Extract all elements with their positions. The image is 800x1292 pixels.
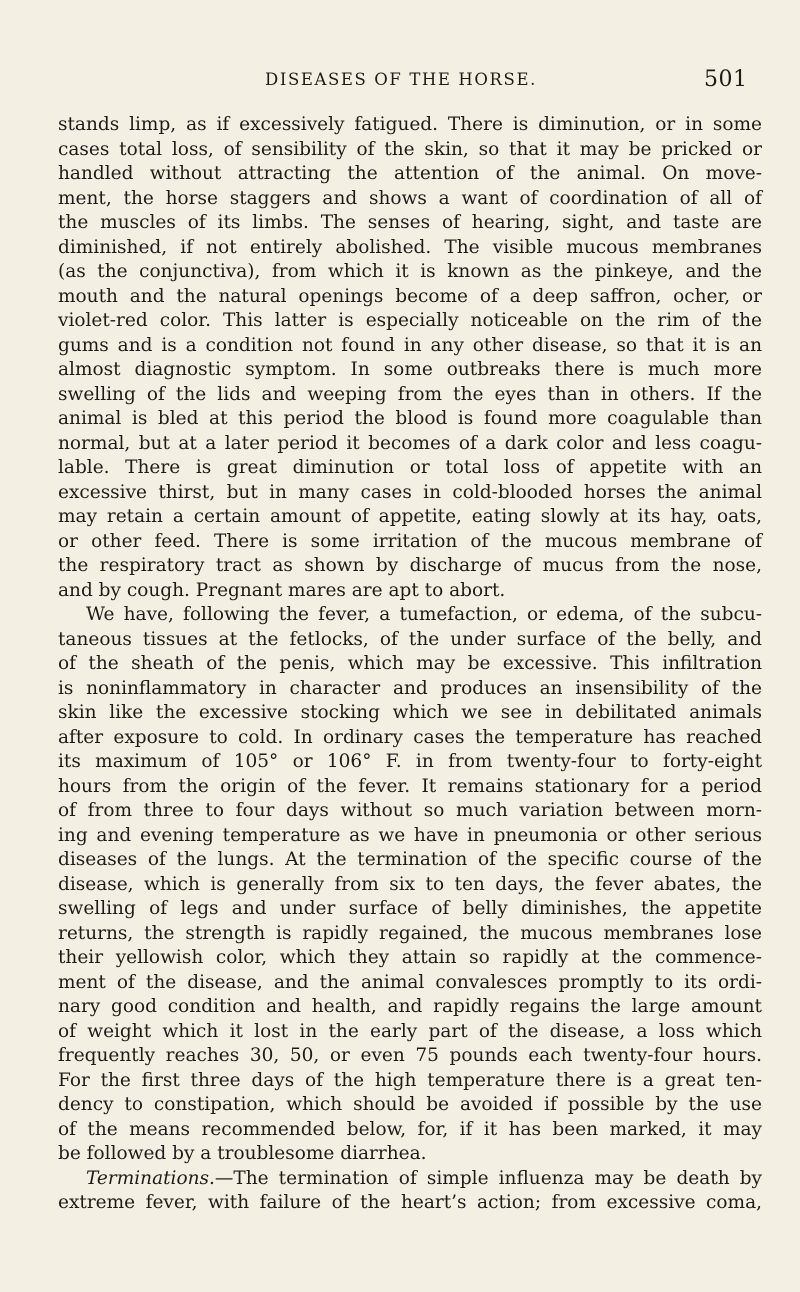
text-line: returns, the strength is rapidly regained, the mucous membranes lose — [58, 922, 762, 944]
text-line: of the sheath of the penis, which may be excessive. This infiltration — [58, 653, 762, 674]
text-line: We have, following the fever, a tumefaction, or edema, of the subcu- — [86, 604, 762, 625]
text-line: gums and is a condition not found in any other disease, so that it is an — [58, 334, 762, 356]
body-text — [58, 113, 762, 1216]
text-line: nary good condition and health, and rapidly regains the large amount — [58, 996, 762, 1017]
text-line: of weight which it lost in the early part of the disease, a loss which — [58, 1020, 762, 1042]
page-number: 501 — [704, 67, 748, 92]
terminations-line — [58, 1167, 762, 1192]
terminations-text: —The termination of simple influenza may be death by — [214, 1167, 762, 1189]
text-line: skin like the excessive stocking which we see in debilitated animals — [58, 702, 762, 723]
text-line: cases total loss, of sensibility of the skin, so that it may be pricked or — [58, 138, 762, 160]
text-line: swelling of legs and under surface of belly diminishes, the appetite — [58, 898, 762, 919]
terminations-heading: Terminations. — [86, 1167, 215, 1189]
text-line: after exposure to cold. In ordinary cases the temperature has reached — [58, 726, 762, 748]
text-line: almost diagnostic symptom. In some outbreaks there is much more — [58, 359, 762, 380]
text-line: extreme fever, with failure of the heart’s action; from excessive coma, — [58, 1192, 762, 1213]
text-line: may retain a certain amount of appetite, eating slowly at its hay, oats, — [58, 506, 762, 527]
text-line: dency to constipation, which should be avoided if possible by the use — [58, 1094, 762, 1115]
text-line: hours from the origin of the fever. It remains stationary for a period — [58, 775, 762, 797]
text-line: the muscles of its limbs. The senses of hearing, sight, and taste are — [58, 212, 762, 233]
text-line: normal, but at a later period it becomes of a dark color and less coagu- — [58, 432, 762, 454]
text-line: diminished, if not entirely abolished. The visible mucous membranes — [58, 236, 762, 258]
text-line: mouth and the natural openings become of a deep saffron, ocher, or — [58, 285, 762, 307]
text-line: of from three to four days without so much variation between morn- — [58, 800, 762, 821]
text-line: or other feed. There is some irritation of the mucous membrane of — [58, 530, 762, 552]
text-line: lable. There is great diminution or total loss of appetite with an — [58, 457, 762, 478]
text-line: is noninflammatory in character and produces an insensibility of the — [58, 677, 762, 699]
text-line: and by cough. Pregnant mares are apt to abort. — [58, 579, 506, 601]
text-line: the respiratory tract as shown by discharge of mucus from the nose, — [58, 555, 762, 576]
text-line: handled without attracting the attention of the animal. On move- — [58, 163, 762, 184]
text-line: be followed by a troublesome diarrhea. — [58, 1143, 427, 1164]
text-line: excessive thirst, but in many cases in cold-blooded horses the animal — [58, 481, 762, 503]
text-line: their yellowish color, which they attain so rapidly at the commence- — [58, 947, 762, 968]
text-line: its maximum of 105° or 106° F. in from twenty-four to forty-eight — [58, 751, 762, 772]
text-line: frequently reaches 30, 50, or even 75 pounds each twenty-four hours. — [58, 1045, 762, 1066]
text-line: of the means recommended below, for, if it has been marked, it may — [58, 1118, 762, 1140]
running-head — [0, 67, 800, 98]
text-line: violet-red color. This latter is especially noticeable on the rim of the — [58, 310, 762, 331]
text-line: ment, the horse staggers and shows a want of coordination of all of — [58, 187, 762, 209]
running-title: DISEASES OF THE HORSE. — [265, 70, 537, 89]
text-line: diseases of the lungs. At the termination of the specific course of the — [58, 849, 762, 870]
text-line: ing and evening temperature as we have in pneumonia or other serious — [58, 824, 762, 846]
text-line: taneous tissues at the fetlocks, of the under surface of the belly, and — [58, 628, 762, 650]
text-line: swelling of the lids and weeping from the eyes than in others. If the — [58, 383, 762, 405]
text-line: disease, which is generally from six to ten days, the fever abates, the — [58, 873, 762, 895]
text-line: stands limp, as if excessively fatigued. There is diminution, or in some — [58, 114, 762, 135]
text-line: (as the conjunctiva), from which it is known as the pinkeye, and the — [58, 261, 762, 282]
text-line: animal is bled at this period the blood is found more coagulable than — [58, 408, 762, 429]
text-line: ment of the disease, and the animal convalesces promptly to its ordi- — [58, 971, 762, 993]
text-line: For the first three days of the high temperature there is a great ten- — [58, 1069, 762, 1091]
